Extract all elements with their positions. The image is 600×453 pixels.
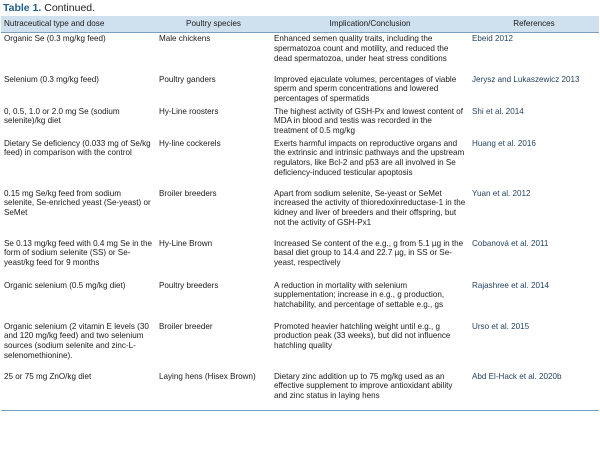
table-row (1, 238, 599, 280)
reference-author: Abd El-Hack et al. (472, 371, 537, 381)
reference-cell[interactable] (469, 74, 599, 106)
reference-year: 2012 (512, 188, 531, 198)
implication-cell: A reduction in mortality with selenium supplementation; increase in e.g., g production, hatchability, and percentage of settable e.g., gs (274, 280, 445, 310)
species-cell: Broiler breeder (159, 321, 213, 331)
implication-cell: The highest activity of GSH-Px and lowest content of MDA in blood and testis was recorded in the treatment of 0.5 mg/kg (274, 106, 463, 136)
reference-year: 2013 (561, 74, 580, 84)
reference-author: Rajashree et al. (472, 280, 529, 290)
species-cell: Broiler breeders (159, 188, 217, 198)
header-implication: Implication/Conclusion (271, 16, 469, 33)
reference-year: 2014 (530, 280, 549, 290)
dose-cell: 0.15 mg Se/kg feed from sodium selenite, Se-enriched yeast (Se-yeast) or SeMet (4, 188, 151, 218)
header-species: Poultry species (156, 16, 271, 33)
species-cell: Poultry breeders (159, 280, 219, 290)
table-row (1, 188, 599, 238)
header-dose: Nutraceutical type and dose (1, 16, 156, 33)
table-caption (3, 1, 95, 15)
species-cell: Male chickens (159, 34, 211, 43)
species-cell: Hy-Line roosters (159, 106, 219, 116)
implication-cell: Exerts harmful impacts on reproductive organs and the extrinsic and intrinsic pathways and the upstream regulators, like Bcl-2 and p53 are all involved in Se deficiency-induced testicular apoptosis (274, 138, 465, 178)
implication-cell: Apart from sodium selenite, Se-yeast or SeMet increased the activity of thioredoxinreductase-1 in the kidney and liver of breeders and their offspring, but not the activity of GSH-Px1 (274, 188, 466, 228)
dose-cell: Selenium (0.3 mg/kg feed) (4, 74, 99, 84)
caption-text: Continued. (44, 2, 96, 14)
dose-cell: Dietary Se deficiency (0.033 mg of Se/kg feed) in comparison with the control (4, 138, 151, 158)
reference-cell[interactable] (469, 321, 599, 371)
reference-year: 2015 (511, 321, 530, 331)
table-label: Table 1. (3, 2, 42, 14)
reference-year: 2014 (505, 106, 524, 116)
table-row (1, 280, 599, 321)
table-row (1, 106, 599, 138)
reference-year: 2011 (530, 238, 549, 248)
reference-author: Urso et al. (472, 321, 509, 331)
table-row (1, 138, 599, 188)
implication-cell: Promoted heavier hatchling weight until e.g., g production peak (33 weeks), but did not influence hatchling quality (274, 321, 451, 351)
reference-author: Ebeid (472, 34, 493, 43)
table-row (1, 321, 599, 371)
data-table (1, 16, 599, 411)
table-row (1, 371, 599, 411)
species-cell: Hy-line cockerels (159, 138, 221, 148)
dose-cell: 0, 0.5, 1.0 or 2.0 mg Se (sodium selenite)/kg diet (4, 106, 120, 126)
reference-author: Yuan et al. (472, 188, 511, 198)
reference-year: 2020b (539, 371, 562, 381)
table-row (1, 33, 599, 74)
reference-cell[interactable] (469, 106, 599, 138)
implication-cell: Increased Se content of the e.g., g from 5.1 µg in the basal diet group to 14.4 and 22.7 µg, in SS or Se-yeast, respectively (274, 238, 464, 268)
reference-cell[interactable] (469, 33, 599, 74)
dose-cell: 25 or 75 mg ZnO/kg diet (1, 371, 156, 411)
header-references: References (469, 16, 599, 33)
header-row (1, 16, 599, 33)
reference-cell[interactable] (469, 371, 599, 411)
reference-year: 2012 (494, 34, 513, 43)
reference-year: 2016 (517, 138, 536, 148)
reference-cell[interactable] (469, 188, 599, 238)
reference-author: Jerysz and Lukaszewicz (472, 74, 560, 84)
implication-cell: Improved ejaculate volumes, percentages of viable sperm and sperm concentrations and lowered percentages of spermatids (274, 74, 457, 104)
dose-cell: Organic Se (0.3 mg/kg feed) (4, 34, 106, 43)
dose-cell: Organic selenium (2 vitamin E levels (30 and 120 mg/kg feed) and two selenium sources (sodium selenite and zinc-L-selenomethionine). (4, 321, 149, 361)
reference-cell[interactable] (469, 238, 599, 280)
reference-author: Huang et al. (472, 138, 516, 148)
implication-cell: Dietary zinc addition up to 75 mg/kg used as an effective supplement to improve antioxidant ability and zinc status in laying hens (271, 371, 469, 411)
reference-author: Cobanová et al. (472, 238, 529, 248)
dose-cell: Se 0.13 mg/kg feed with 0.4 mg Se in the form of sodium selenite (SS) or Se-yeast/kg feed for 9 months (4, 238, 153, 268)
reference-author: Shi et al. (472, 106, 504, 116)
reference-cell[interactable] (469, 138, 599, 188)
species-cell: Hy-Line Brown (159, 238, 213, 248)
species-cell: Poultry ganders (159, 74, 216, 84)
dose-cell: Organic selenium (0.5 mg/kg diet) (4, 280, 126, 290)
species-cell: Laying hens (Hisex Brown) (156, 371, 271, 411)
reference-cell[interactable] (469, 280, 599, 321)
table-row (1, 74, 599, 106)
implication-cell: Enhanced semen quality traits, including the spermatozoa count and motility, and reduced the dead spermatozoa, under heat stress conditions (274, 34, 449, 63)
